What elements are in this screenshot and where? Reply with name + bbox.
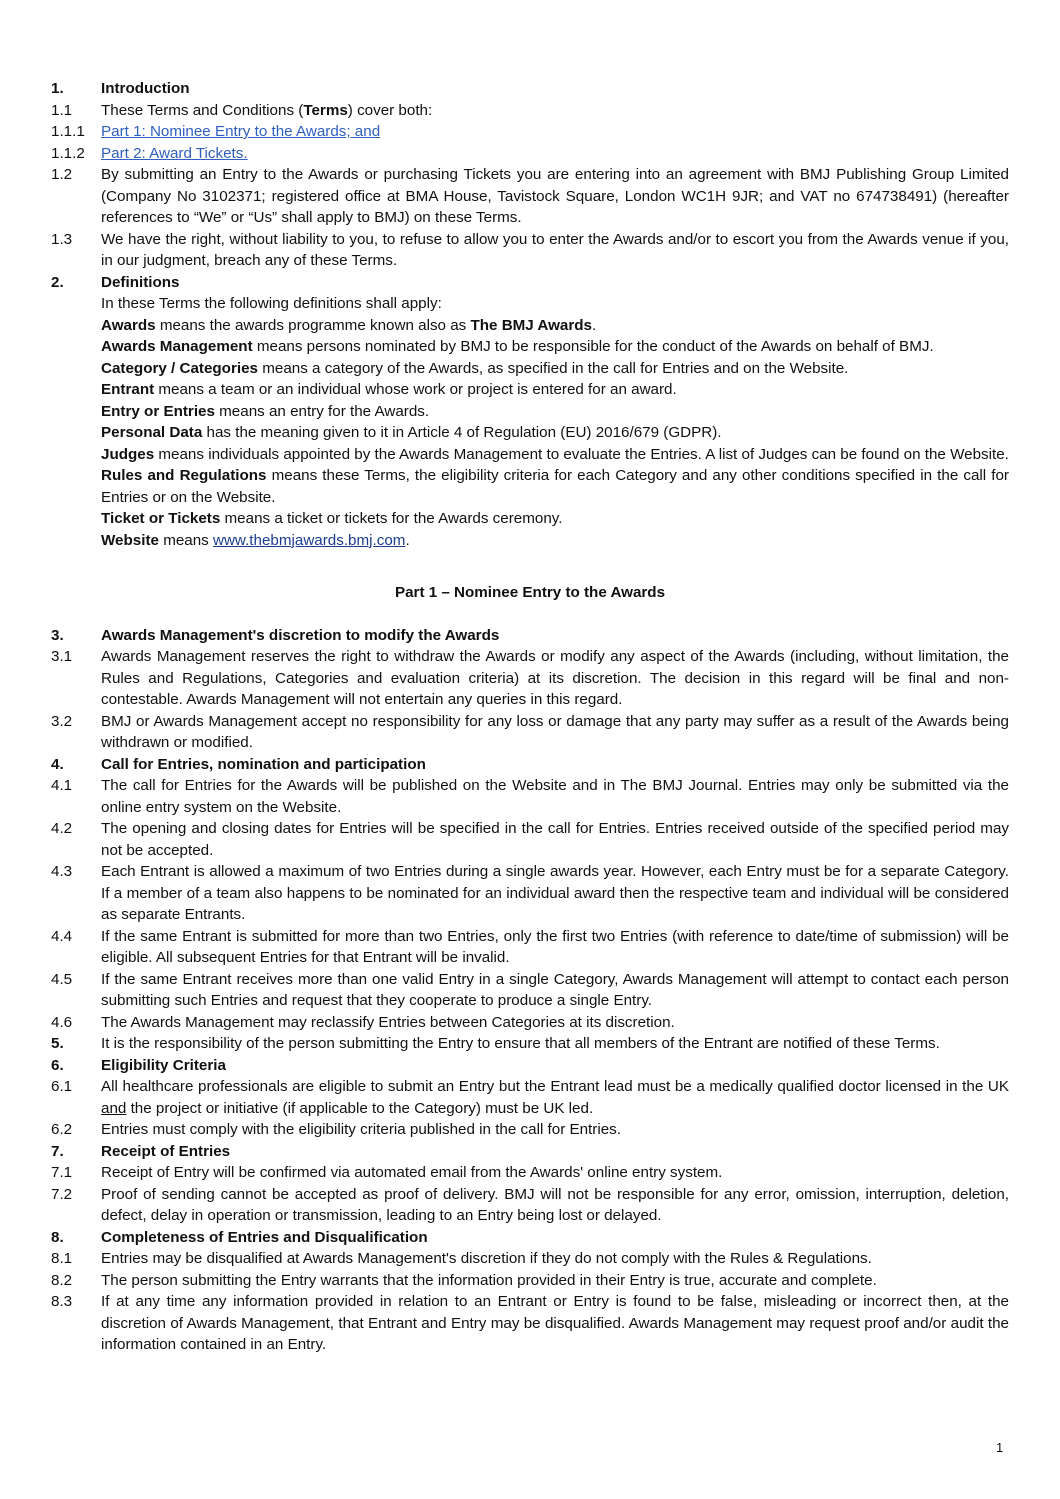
clause — [51, 1076, 1009, 1119]
clause — [51, 1248, 1009, 1270]
definition-text: means an entry for the Awards. — [214, 402, 430, 420]
definition-text: means a ticket or tickets for the Awards ceremony. — [220, 510, 563, 527]
clause-text: The person submitting the Entry warrants that the information provided in their Entry is true, accurate and complete. — [101, 1271, 877, 1289]
clause — [51, 646, 1009, 711]
clause-text: Entries must comply with the eligibility criteria published in the call for Entries. — [101, 1121, 621, 1138]
section-number: 3. — [51, 626, 64, 644]
intro-text: In these Terms the following definitions shall apply: — [101, 295, 442, 312]
defined-term: Category / Categories — [101, 359, 258, 377]
section-number: 8. — [51, 1228, 64, 1246]
definition — [51, 530, 1009, 552]
clause-text: The call for Entries for the Awards will be published on the Website and in The BMJ Journal. Entries may only be submitted via the online entry system on the Website. — [101, 777, 1009, 816]
section-title: Introduction — [101, 80, 190, 97]
section-number: 4. — [51, 755, 64, 773]
underlined-word: and — [101, 1099, 127, 1117]
defined-term: Rules and Regulations — [101, 467, 267, 484]
clause-text: By submitting an Entry to the Awards or purchasing Tickets you are entering into an agreement with BMJ Publishing Group Limited (Company No 3102371; registered office at BMA House, Tavistock Square, London WC1H 9JR; and VAT no 674738491) (hereafter references to “We” or “Us” shall apply to BMJ) on these Terms. — [101, 166, 1009, 226]
text-fragment: ) cover both: — [347, 101, 433, 119]
clause-text: Each Entrant is allowed a maximum of two Entries during a single awards year. However, each Entry must be for a separate Category. If a member of a team also happens to be nominated for an individual award then the respective team and individual will be considered as separate Entrants. — [101, 863, 1009, 923]
section-title: Completeness of Entries and Disqualification — [101, 1228, 428, 1246]
clause-number: 1.1.2 — [51, 144, 85, 162]
clause-text: If at any time any information provided in relation to an Entrant or Entry is found to be false, misleading or incorrect then, at the discretion of Awards Management, that Entrant and Entry may be disqualified. Awards Management may request proof and/or audit the information contained in an Entry. — [101, 1293, 1009, 1353]
website-link[interactable]: www.thebmjawards.bmj.com — [213, 531, 406, 549]
section-title: Eligibility Criteria — [101, 1056, 226, 1074]
definition-text: means these Terms, the eligibility criteria for each Category and any other conditions specified in the call for Entries or on the Website. — [101, 467, 1009, 506]
section-clause — [51, 1033, 1009, 1055]
text-fragment: the project or initiative (if applicable to the Category) must be UK led. — [126, 1099, 594, 1117]
section-number: 5. — [51, 1035, 64, 1052]
clause — [51, 164, 1009, 229]
text-fragment: . — [405, 531, 410, 549]
section-heading — [51, 272, 1009, 294]
defined-term: Ticket or Tickets — [101, 510, 221, 527]
section-title: Receipt of Entries — [101, 1142, 231, 1160]
clause-number: 4.2 — [51, 820, 73, 837]
section-heading — [51, 78, 1009, 100]
clause — [51, 969, 1009, 1012]
clause-number: 4.1 — [51, 777, 73, 794]
clause-number: 6.1 — [51, 1078, 73, 1095]
clause — [51, 775, 1009, 818]
defined-term: Personal Data — [101, 424, 203, 441]
definition — [51, 422, 1009, 444]
clause-text: BMJ or Awards Management accept no responsibility for any loss or damage that any party may suffer as a result of the Awards being withdrawn or modified. — [101, 712, 1009, 751]
defined-term: Awards Management — [101, 338, 253, 355]
part1-heading: Part 1 – Nominee Entry to the Awards — [394, 584, 666, 601]
clause-text: It is the responsibility of the person submitting the Entry to ensure that all members of the Entrant are notified of these Terms. — [101, 1035, 940, 1052]
defined-term: Entry or Entries — [101, 402, 215, 420]
definition-text: means a team or an individual whose work or project is entered for an award. — [154, 381, 677, 398]
defined-term: Website — [101, 531, 159, 549]
text-fragment: These Terms and Conditions ( — [101, 101, 304, 119]
definition — [51, 401, 1009, 423]
clause-number: 8.1 — [51, 1250, 73, 1267]
definition — [51, 379, 1009, 401]
definition-text: has the meaning given to it in Article 4 of Regulation (EU) 2016/679 (GDPR). — [202, 424, 722, 441]
clause-text: The Awards Management may reclassify Entries between Categories at its discretion. — [101, 1013, 675, 1031]
section-number: 6. — [51, 1056, 64, 1074]
clause-number: 7.1 — [51, 1164, 73, 1181]
definitions-intro — [51, 293, 1009, 315]
clause-text: Awards Management reserves the right to withdraw the Awards or modify any aspect of the Awards (including, without limitation, the Rules and Regulations, Categories and evaluation criteria) at its discretion. The decision in this regard will be final and non-contestable. Awards Management will not entertain any queries in this regard. — [101, 648, 1009, 708]
definition-text: means individuals appointed by the Awards Management to evaluate the Entries. A list of Judges can be found on the Website. — [154, 445, 1009, 463]
defined-term: Judges — [101, 445, 155, 463]
section-heading — [51, 1227, 1009, 1249]
clause-text — [101, 100, 1009, 122]
clause — [51, 121, 1009, 143]
clause-number: 7.2 — [51, 1185, 73, 1203]
defined-term: Awards — [101, 316, 156, 334]
section-heading — [51, 754, 1009, 776]
page-number: 1 — [996, 1440, 1004, 1455]
clause-number: 4.5 — [51, 970, 73, 988]
defined-term: Terms — [303, 101, 348, 119]
clause — [51, 711, 1009, 754]
part1-link[interactable]: Part 1: Nominee Entry to the Awards; and — [101, 123, 381, 140]
clause-text: If the same Entrant receives more than one valid Entry in a single Category, Awards Management will attempt to contact each person submitting such Entries and request that they cooperate to produce a single Entry. — [101, 970, 1009, 1009]
clause — [51, 1119, 1009, 1141]
definition — [51, 315, 1009, 337]
definition — [51, 444, 1009, 466]
clause-text: Receipt of Entry will be confirmed via automated email from the Awards' online entry system. — [101, 1164, 723, 1181]
definition — [51, 465, 1009, 508]
definition — [51, 358, 1009, 380]
clause-number: 3.2 — [51, 712, 73, 730]
clause-number: 4.3 — [51, 863, 73, 880]
clause-text: Entries may be disqualified at Awards Management's discretion if they do not comply with the Rules & Regulations. — [101, 1250, 872, 1267]
section-title: Definitions — [101, 273, 180, 291]
part2-link[interactable]: Part 2: Award Tickets. — [101, 144, 248, 162]
section-number: 2. — [51, 273, 64, 291]
section-title: Call for Entries, nomination and participation — [101, 755, 426, 773]
clause-text: If the same Entrant is submitted for more than two Entries, only the first two Entries (with reference to date/time of submission) will be eligible. All subsequent Entries for that Entrant will be invalid. — [101, 927, 1009, 966]
defined-term: Entrant — [101, 381, 155, 398]
clause — [51, 1162, 1009, 1184]
clause-number: 1.3 — [51, 230, 73, 248]
clause — [51, 818, 1009, 861]
section-heading — [51, 1055, 1009, 1077]
definition-text: means persons nominated by BMJ to be responsible for the conduct of the Awards on behalf of BMJ. — [252, 338, 934, 355]
clause-number: 4.4 — [51, 927, 73, 945]
definition-text: means the awards programme known also as — [155, 316, 471, 334]
definition — [51, 336, 1009, 358]
clause-number: 1.1.1 — [51, 123, 85, 140]
clause-number: 1.1 — [51, 101, 73, 119]
clause-number: 6.2 — [51, 1121, 73, 1138]
section-number: 1. — [51, 80, 64, 97]
clause — [51, 1291, 1009, 1356]
clause-text: We have the right, without liability to you, to refuse to allow you to enter the Awards and/or to escort you from the Awards venue if you, in our judgment, breach any of these Terms. — [101, 230, 1009, 269]
clause-number: 1.2 — [51, 166, 73, 183]
clause — [51, 1270, 1009, 1292]
clause-number: 3.1 — [51, 648, 73, 665]
definition-text: means — [158, 531, 213, 549]
section-heading — [51, 625, 1009, 647]
clause-number: 4.6 — [51, 1013, 73, 1031]
section-number: 7. — [51, 1142, 64, 1160]
section-title: Awards Management's discretion to modify the Awards — [101, 626, 500, 644]
clause — [51, 229, 1009, 272]
clause-text: The opening and closing dates for Entries will be specified in the call for Entries. Entries received outside of the specified period may not be accepted. — [101, 820, 1009, 859]
clause — [51, 1184, 1009, 1227]
clause — [51, 1012, 1009, 1034]
clause — [51, 861, 1009, 926]
section-heading — [51, 1141, 1009, 1163]
clause — [51, 100, 1009, 122]
clause — [51, 926, 1009, 969]
clause-text — [101, 1076, 1009, 1119]
definition-text: means a category of the Awards, as specified in the call for Entries and on the Website. — [258, 359, 849, 377]
clause-number: 8.3 — [51, 1293, 73, 1310]
clause — [51, 143, 1009, 165]
defined-term: The BMJ Awards — [470, 316, 592, 334]
terms-document — [51, 78, 1009, 1356]
clause-text: Proof of sending cannot be accepted as proof of delivery. BMJ will not be responsible for any error, omission, interruption, deletion, defect, delay in operation or transmission, leading to an Entry being lost or delayed. — [101, 1185, 1009, 1224]
definition — [51, 508, 1009, 530]
text-fragment: . — [592, 316, 597, 334]
text-fragment: All healthcare professionals are eligible to submit an Entry but the Entrant lead must be a medically qualified doctor licensed in the UK — [101, 1078, 1009, 1095]
clause-number: 8.2 — [51, 1271, 73, 1289]
